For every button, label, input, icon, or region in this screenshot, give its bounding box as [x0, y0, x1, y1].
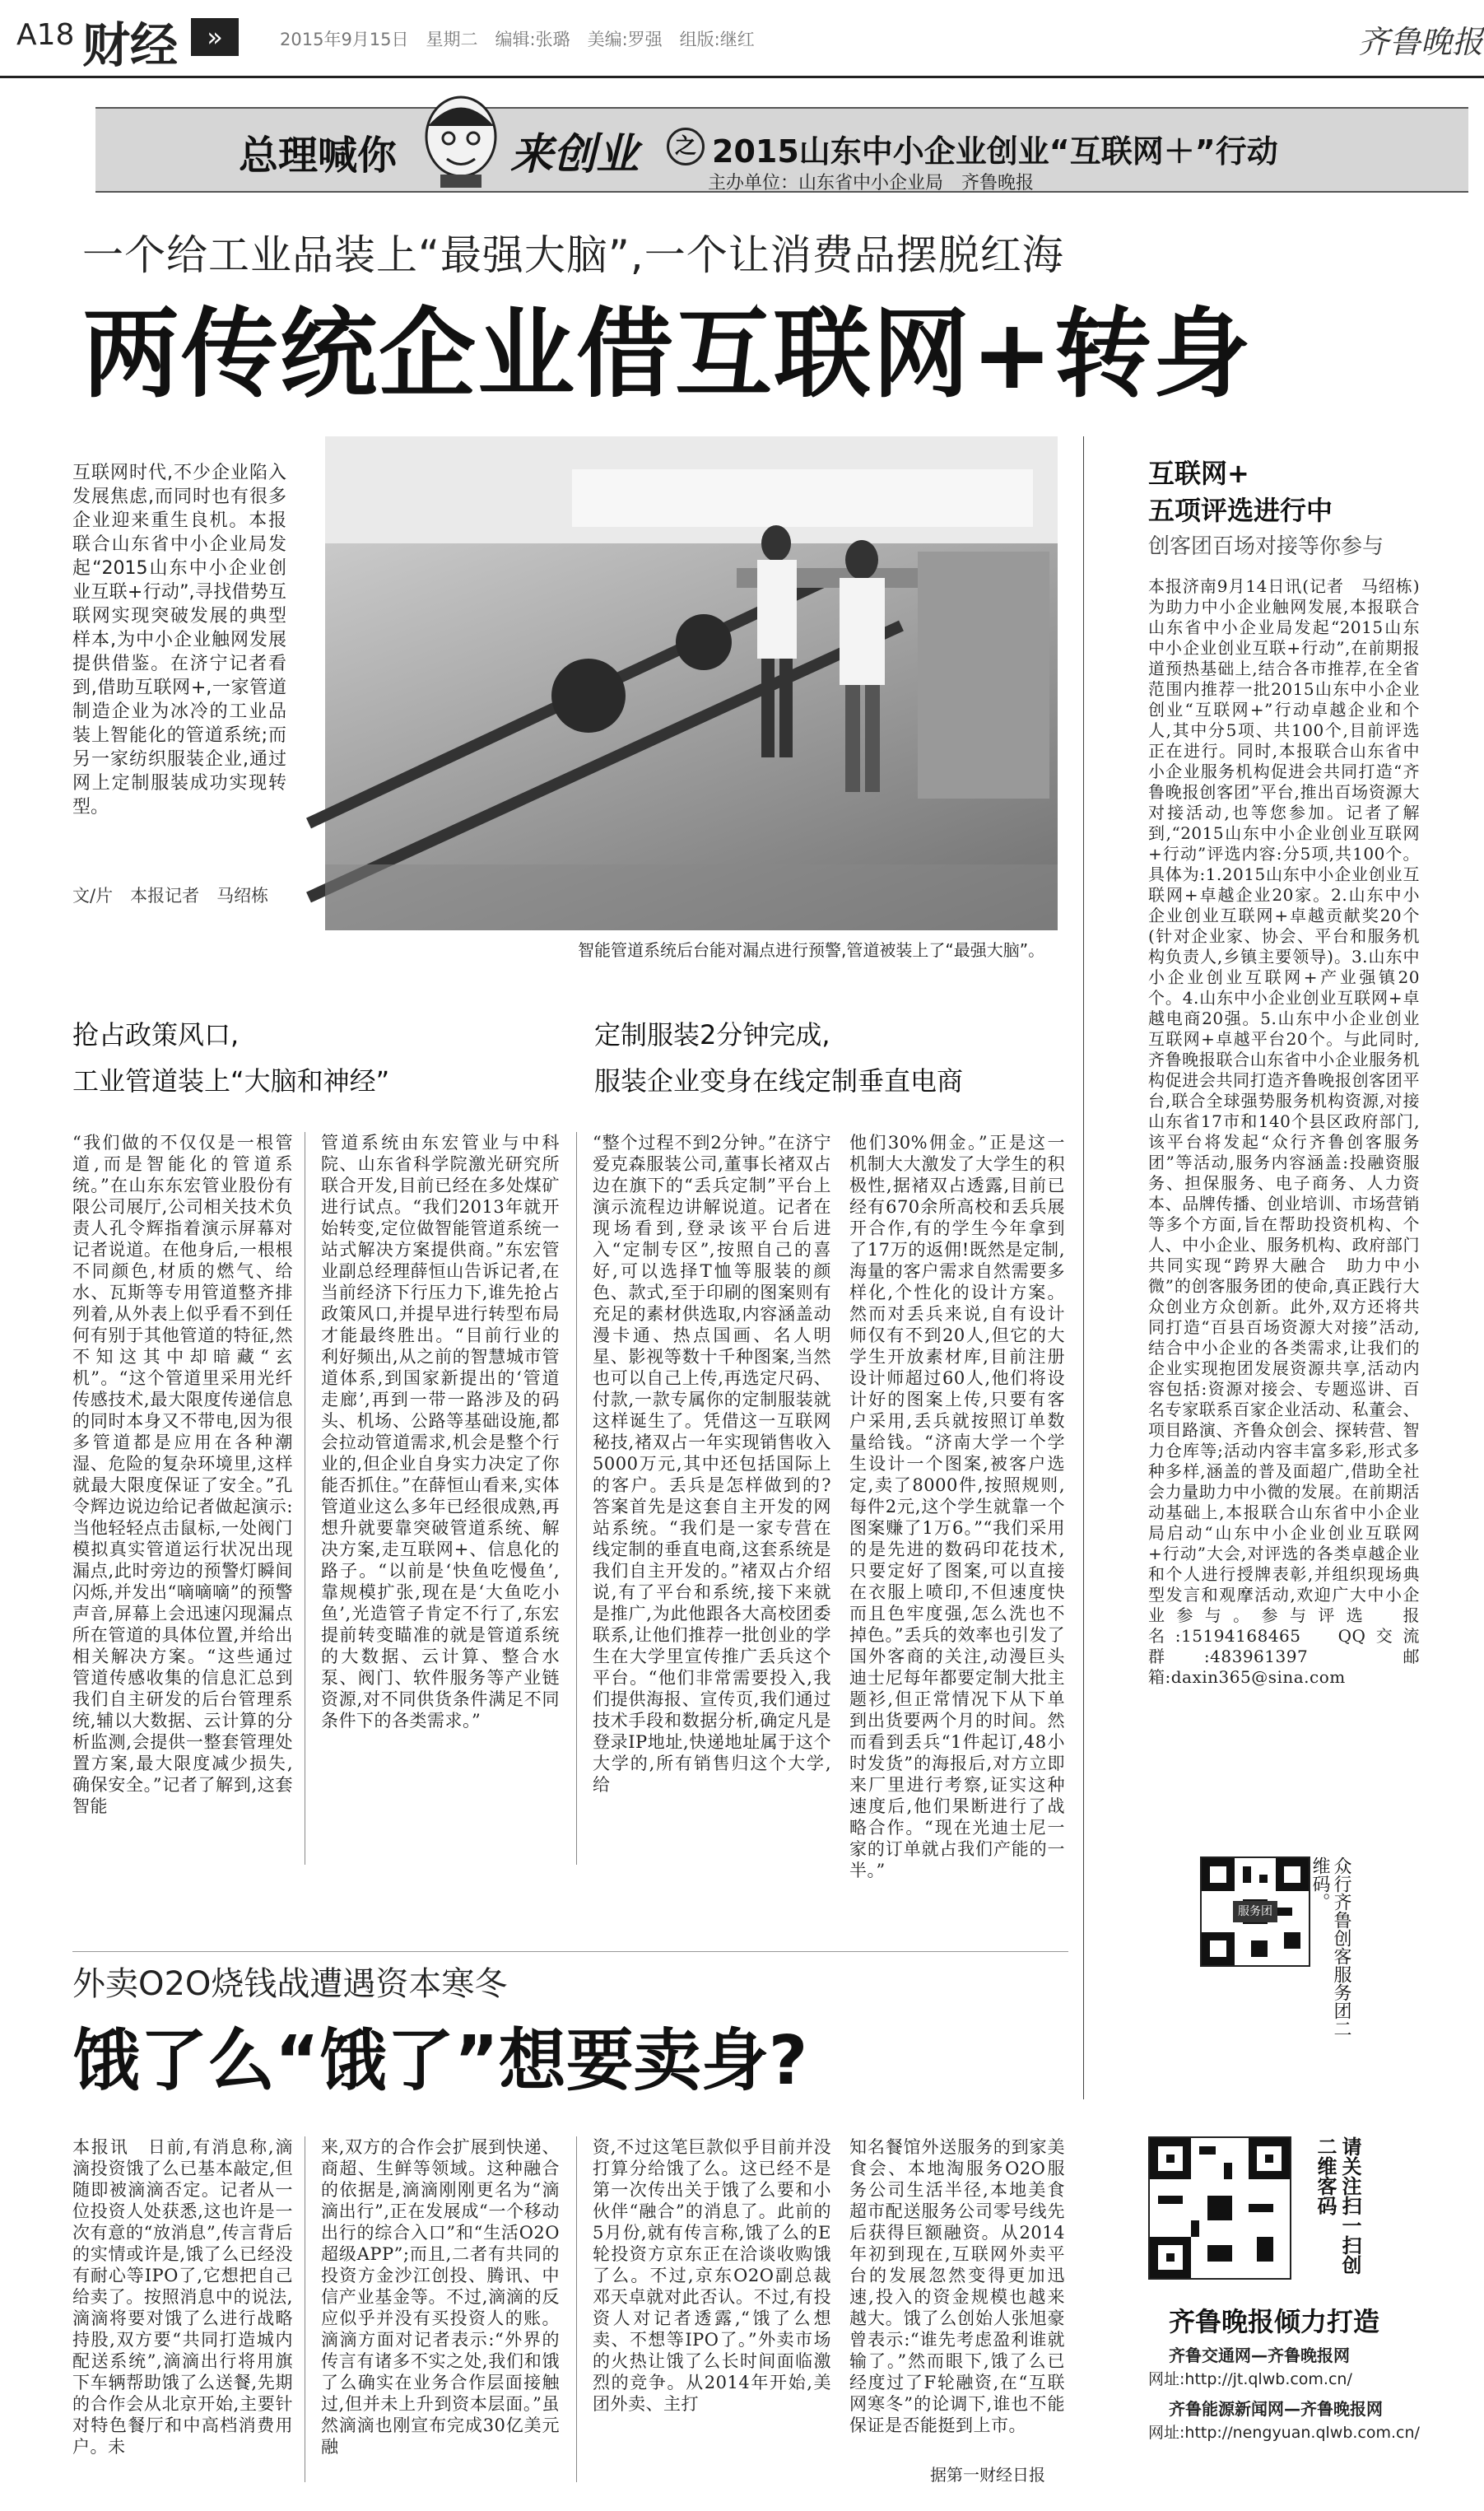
sidebar-title-line2: 五项评选进行中: [1148, 495, 1333, 526]
promo-title: 齐鲁晚报倾力打造: [1169, 2306, 1380, 2337]
story1-kicker: 一个给工业品装上“最强大脑”,一个让消费品摆脱红海: [82, 231, 1064, 279]
qr-label: 服务团: [1233, 1901, 1277, 1922]
story1-subhead1-line2: 工业管道装上“大脑和神经”: [72, 1065, 390, 1097]
column-divider: [576, 2136, 577, 2482]
promo-line4: 网址:http://nengyuan.qlwb.com.cn/: [1148, 2424, 1420, 2442]
story1-column-1: “我们做的不仅仅是一根管道,而是智能化的管道系统。”在山东东宏管业股份有限公司展厅,公司相关技术负责人孔令辉指着演示屏幕对记者说道。在他身后,一根根不同颜色,材质的燃气、给水、瓦斯等专用管道整齐排列着,从外表上似乎看不到任何有别于其他管道的特征,然不知这其中却暗藏“玄机”。“这个管道里采用光纤传感技术,最大限度传递信息的同时本身又不带电,因为很多管道都是应用在各种潮湿、危险的复杂环境里,这样就最大限度保证了安全。”孔令辉边说边给记者做起演示:当他轻轻点击鼠标,一处阀门模拟真实管道运行状况出现漏点,此时旁边的预警灯瞬间闪烁,并发出“嘀嘀嘀”的预警声音,屏幕上会迅速闪现漏点所在管道的具体位置,并给出相关解决方案。“这些通过管道传感收集的信息汇总到我们自主研发的后台管理系统,辅以大数据、云计算的分析监测,会提供一整套管理处置方案,最大限度减少损失,确保安全。”记者了解到,这套智能: [72, 1133, 293, 1816]
story2-source: 据第一财经日报: [930, 2465, 1045, 2485]
story2-top-rule: [72, 1951, 1068, 1952]
story2-column-2: 来,双方的合作会扩展到快递、商超、生鲜等领域。这种融合的依据是,滴滴刚刚更名为“滴滴出行”,正在发展成“一个移动出行的综合入口”和“生活O2O超级APP”;而且,二者有共同的投资方金沙江创投、腾讯、中信产业基金等。不过,滴滴的反应似乎并没有买投资人的账。滴滴方面对记者表示:“外界的传言有诸多不实之处,我们和饿了么确实在业务合作层面接触过,但并未上升到资本层面。”虽然滴滴也刚宣布完成30亿美元融: [321, 2137, 560, 2457]
promo-line3: 齐鲁能源新闻网—齐鲁晚报网: [1169, 2399, 1383, 2419]
sidebar-body: 本报济南9月14日讯(记者 马绍栋) 为助力中小企业触网发展,本报联合山东省中小企业局发起“2015山东中小企业创业互联+行动”,在前期报道预热基础上,结合各市推荐,在全省范围内推荐一批2015山东中小企业创业“互联网+”行动卓越企业和个人,其中分5项、共100个,目前评选正在进行。同时,本报联合山东省中小企业服务机构促进会共同打造“齐鲁晚报创客团”平台,推出百场资源大对接活动,也等您参加。记者了解到,“2015山东中小企业创业互联网+行动”评选内容:分5项,共100个。具体为:1.2015山东中小企业创业互联网+卓越企业20家。2.山东中小企业创业互联网+卓越贡献奖20个(针对企业家、协会、平台和服务机构负责人,乡镇主要领导)。3.山东中小企业创业互联网+产业强镇20个。4.山东中小企业创业互联网+卓越电商20强。5.山东中小企业创业互联网+卓越平台20个。与此同时,齐鲁晚报联合山东省中小企业服务机构促进会共同打造齐鲁晚报创客团平台,联合全球强势服务机构资源,对接山东省17市和140个县区政府部门,该平台将发起“众行齐鲁创客服务团”等活动,服务内容涵盖:投融资服务、担保服务、电子商务、人力资本、品牌传播、创业培训、市场营销等多个方面,旨在帮助投资机构、个人、中小企业、服务机构、政府部门共同实现“跨界大融合 助力中小微”的创客服务团的使命,真正践行大众创业方众创新。此外,双方还将共同打造“百县百场资源大对接”活动,结合中小企业的各类需求,让我们的企业实现抱团发展资源共享,活动内容包括:资源对接会、专题巡讲、百名专家联系百家企业活动、私董会、项目路演、齐鲁众创会、探转营、智力仓库等;活动内容丰富多彩,形式多种多样,涵盖的普及面超广,借助全社会力量助力中小微的发展。在前期活动基础上,本报联合山东省中小企业局启动“山东中小企业创业互联网+行动”大会,对评选的各类卓越企业和个人进行授牌表彰,并组织现场典型发言和观摩活动,欢迎广大中小企业参与。参与评选 报名:15194168465 QQ交流群:483961397 邮箱:daxin365@sina.com: [1148, 576, 1437, 1687]
column-divider: [576, 1132, 577, 1865]
sidebar-divider: [1083, 436, 1084, 2099]
promo-line2: 网址:http://jt.qlwb.com.cn/: [1148, 2370, 1352, 2388]
story1-column-2: 管道系统由东宏管业与中科院、山东省科学院激光研究所联合开发,目前已经在多处煤矿进行试点。“我们2013年就开始转变,定位做智能管道系统一站式解决方案提供商。”东宏管业副总经理薛恒山告诉记者,在当前经济下行压力下,谁先抢占政策风口,并提早进行转型布局才能最终胜出。“目前行业的利好频出,从之前的智慧城市管道体系,到国家新提出的‘管道走廊’,再到一带一路涉及的码头、机场、公路等基础设施,都会拉动管道需求,机会是整个行业的,但企业自身实力决定了你能否抓住。”在薛恒山看来,实体管道业这么多年已经很成熟,再想升就要靠突破管道系统、解决方案,走互联网+、信息化的路子。“以前是‘快鱼吃慢鱼’,靠规模扩张,现在是‘大鱼吃小鱼’,光造管子肯定不行了,东宏提前转变瞄准的就是管道系统的大数据、云计算、整合水泵、阀门、软件服务等产业链资源,对不同供货条件满足不同条件下的各类需求。”: [321, 1133, 560, 1731]
story2-column-4: 知名餐馆外送服务的到家美食会、本地淘服务O2O服务公司生活半径,本地美食超市配送服务公司零号线先后获得巨额融资。从2014年初到现在,互联网外卖平台的发展忽然变得更加迅速,投入的资金规模也越来越大。饿了么创始人张旭豪曾表示:“谁先考虑盈利谁就输了。”然而眼下,饿了么已经度过了F轮融资,在“互联网寒冬”的论调下,谁也不能保证是否能挺到上市。: [849, 2137, 1065, 2435]
story1-photo-caption: 智能管道系统后台能对漏点进行预警,管道被装上了“最强大脑”。: [578, 940, 1045, 960]
promo-qr-code: [1148, 2136, 1291, 2280]
masthead: [0, 0, 1484, 76]
masthead-logo: 齐鲁晚报: [1358, 24, 1484, 60]
sidebar-title-line1: 互联网+: [1148, 458, 1249, 489]
banner-zhi-badge: 之: [667, 128, 705, 165]
story1-photo: [325, 436, 1058, 930]
masthead-meta: 2015年9月15日 星期二 编辑:张璐 美编:罗强 组版:继红: [280, 30, 755, 49]
story1-subhead1-line1: 抢占政策风口,: [72, 1019, 240, 1051]
section-name: 财经: [82, 17, 179, 73]
promo-scan-text: 请关注扫一扫创二维客码: [1314, 2136, 1361, 2275]
story1-column-4: 他们30%佣金。”正是这一机制大大激发了大学生的积极性,据褚双占透露,目前已经有670余所高校和丢兵展开合作,有的学生今年拿到了17万的返佣!既然是定制,海量的客户需求自然需要多样化,个性化的设计方案。然而对丢兵来说,自有设计师仅有不到20人,但它的大学生开放素材库,目前注册设计师超过60人,他们将设计好的图案上传,只要有客户采用,丢兵就按照订单数量给钱。“济南大学一个学生设计一个图案,被客户选定,卖了8000件,按照规则,每件2元,这个学生就靠一个图案赚了1万6。”“我们采用的是先进的数码印花技术,只要定好了图案,可以直接在衣服上喷印,不但速度快而且色牢度强,怎么洗也不掉色。”丢兵的效率也引发了国外客商的关注,动漫巨头迪士尼每年都要定制大批主题衫,但正常情况下从下单到出货要两个月的时间。然而看到丢兵“1件起订,48小时发货”的海报后,对方立即来厂里进行考察,证实这种速度后,他们果断进行了战略合作。“现在光迪士尼一家的订单就占我们产能的一半。”: [849, 1133, 1065, 1880]
masthead-rule: [0, 76, 1484, 78]
story2-kicker: 外卖O2O烧钱战遭遇资本寒冬: [72, 1965, 508, 2003]
story2-column-3: 资,不过这笔巨款似乎目前并没打算分给饿了么。这已经不是第一次传出关于饿了么要和小伙伴“融合”的消息了。此前的5月份,就有传言称,饿了么的E轮投资方京东正在洽谈收购饿了么。不过,京东O2O副总裁邓天卓就对此否认。不过,有投资人对记者透露,“饿了么想卖、不想等IPO了。”外卖市场的火热让饿了么长时间面临激烈的竞争。从2014年开始,美团外卖、主打: [593, 2137, 831, 2414]
story1-column-3: “整个过程不到2分钟。”在济宁爱克森服装公司,董事长褚双占边在旗下的“丢兵定制”平台上演示流程边讲解说道。记者在现场看到,登录该平台后进入“定制专区”,按照自己的喜好,可以选择T恤等服装的颜色、款式,至于印刷的图案则有充足的素材供选取,内容涵盖动漫卡通、热点国画、名人明星、影视等数十千种图案,当然也可以自己上传,再选定尺码、付款,一款专属你的定制服装就这样诞生了。凭借这一互联网秘技,褚双占一年实现销售收入5000万元,其中还包括国际上的客户。丢兵是怎样做到的?答案首先是这套自主开发的网站系统。“我们是一家专营在线定制的垂直电商,这套系统是我们自主开发的。”褚双占介绍说,有了平台和系统,接下来就是推广,为此他跟各大高校团委联系,让他们推荐一批创业的学生在大学里宣传推广丢兵这个平台。“他们非常需要投入,我们提供海报、宣传页,我们通过技术手段和数据分析,确定凡是登录IP地址,快递地址属于这个大学的,所有销售归这个大学,给: [593, 1133, 831, 1795]
story1-subhead2-line2: 服装企业变身在线定制垂直电商: [594, 1065, 964, 1097]
banner-left-text: 总理喊你: [239, 133, 398, 179]
story1-byline: 文/片 本报记者 马绍栋: [72, 886, 269, 906]
promo-line1: 齐鲁交通网—齐鲁晚报网: [1169, 2346, 1350, 2365]
page-number: A18: [16, 18, 75, 52]
section-arrow-icon: »: [191, 18, 239, 56]
story1-subhead2-line1: 定制服装2分钟完成,: [594, 1019, 830, 1051]
banner-title: 2015山东中小企业创业“互联网＋”行动: [712, 133, 1278, 170]
cartoon-portrait-icon: [416, 89, 506, 188]
story2-column-1: 本报讯 日前,有消息称,滴滴投资饿了么已基本敲定,但随即被滴滴否定。记者从一位投资人处获悉,这也许是一次有意的“放消息”,传言背后的实情或许是,饿了么已经没有耐心等IPO了,它想把自己给卖了。按照消息中的说法,滴滴将要对饿了么进行战略持股,双方要“共同打造城内配送系统”,滴滴出行将用旗下车辆帮助饿了么送餐,先期的合作会从北京开始,主要针对特色餐厅和中高档消费用户。未: [72, 2137, 293, 2457]
banner-right-text: 来创业: [510, 130, 640, 179]
story2-headline: 饿了么“饿了”想要卖身?: [72, 2022, 808, 2100]
sidebar-qr-caption: 众行齐鲁创客服务团二维码。: [1310, 1856, 1351, 2038]
story1-headline: 两传统企业借互联网+转身: [82, 297, 1252, 411]
sidebar-qr-code: [1200, 1856, 1310, 1967]
banner-sponsor: 主办单位：山东省中小企业局 齐鲁晚报: [708, 173, 1035, 193]
story1-lead: 互联网时代,不少企业陷入发展焦虑,而同时也有很多企业迎来重生良机。本报联合山东省中小企业局发起“2015山东中小企业创业互联+行动”,寻找借势互联网实现突破发展的典型样本,为中小企业触网发展提供借鉴。在济宁记者看到,借助互联网+,一家管道制造企业为冰冷的工业品装上智能化的管道系统;而另一家纺织服装企业,通过网上定制服装成功实现转型。: [72, 463, 286, 818]
sidebar-subtitle: 创客团百场对接等你参与: [1148, 534, 1384, 559]
